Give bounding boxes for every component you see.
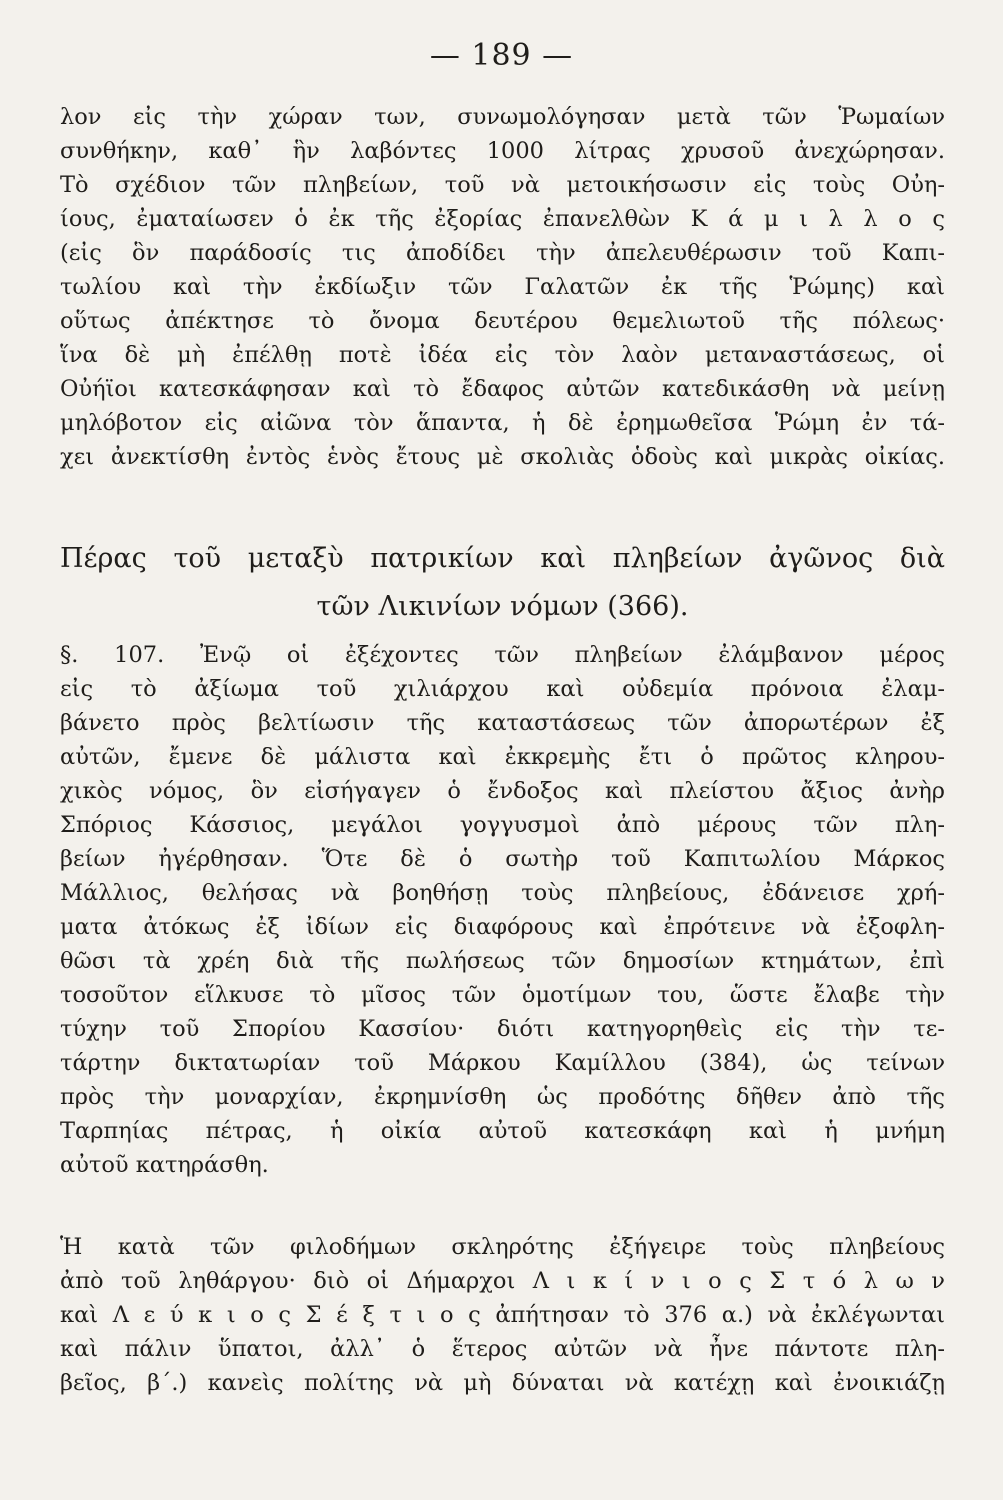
section-heading (60, 535, 945, 631)
text-line: Ἡ κατὰ τῶν φιλοδήμων σκληρότης ἐξήγειρε τοὺς πληβείους (60, 1234, 945, 1260)
paragraph-3 (60, 1230, 945, 1400)
page-number: — 189 — (429, 38, 574, 73)
text-line: τύχην τοῦ Σπορίου Κασσίου· διότι κατηγορηθεὶς εἰς τὴν τε- (60, 1016, 945, 1042)
text-line: ματα ἀτόκως ἐξ ἰδίων εἰς διαφόρους καὶ ἐπρότεινε νὰ ἐξοφλη- (60, 914, 945, 940)
text-line: αὐτοῦ κατηράσθη. (60, 1152, 269, 1178)
text-line: εἰς τὸ ἀξίωμα τοῦ χιλιάρχου καὶ οὐδεμία πρόνοια ἐλαμ- (60, 676, 945, 702)
text-line: Τὸ σχέδιον τῶν πληβείων, τοῦ νὰ μετοικήσωσιν εἰς τοὺς Οὐη- (60, 172, 945, 198)
text-line: τοσοῦτον εἵλκυσε τὸ μῖσος τῶν ὁμοτίμων του, ὥστε ἔλαβε τὴν (60, 982, 945, 1008)
text-line: θῶσι τὰ χρέη διὰ τῆς πωλήσεως τῶν δημοσίων κτημάτων, ἐπὶ (60, 948, 945, 974)
text-line: βείων ἠγέρθησαν. Ὅτε δὲ ὁ σωτὴρ τοῦ Καπιτωλίου Μάρκος (60, 846, 945, 872)
text-line: Μάλλιος, θελήσας νὰ βοηθήσῃ τοὺς πληβείους, ἐδάνεισε χρή- (60, 880, 945, 906)
text-line: §. 107. Ἐνῷ οἱ ἐξέχοντες τῶν πληβείων ἐλάμβανον μέρος (60, 642, 945, 668)
text-line: ἵνα δὲ μὴ ἐπέλθῃ ποτὲ ἰδέα εἰς τὸν λαὸν μεταναστάσεως, οἱ (60, 342, 945, 368)
text-line: τωλίου καὶ τὴν ἐκδίωξιν τῶν Γαλατῶν ἐκ τῆς Ῥώμης) καὶ (60, 274, 945, 300)
text-line: χικὸς νόμος, ὃν εἰσήγαγεν ὁ ἔνδοξος καὶ πλείστου ἄξιος ἀνὴρ (60, 778, 945, 804)
paragraph-1 (60, 100, 945, 474)
text-line: καὶ πάλιν ὕπατοι, ἀλλ᾽ ὁ ἕτερος αὐτῶν νὰ ἦνε πάντοτε πλη- (60, 1336, 945, 1362)
text-line: βάνετο πρὸς βελτίωσιν τῆς καταστάσεως τῶν ἀπορωτέρων ἐξ (60, 710, 945, 736)
text-line: βεῖος, β΄.) κανεὶς πολίτης νὰ μὴ δύναται νὰ κατέχῃ καὶ ἐνοικιάζῃ (60, 1370, 945, 1396)
text-line: αὐτῶν, ἔμενε δὲ μάλιστα καὶ ἐκκρεμὴς ἔτι ὁ πρῶτος κληρου- (60, 744, 945, 770)
text-line: καὶ Λ ε ύ κ ι ο ς Σ έ ξ τ ι ο ς ἀπήτησαν τὸ 376 α.) νὰ ἐκλέγωνται (60, 1302, 945, 1328)
text-line: Οὐήϊοι κατεσκάφησαν καὶ τὸ ἔδαφος αὐτῶν κατεδικάσθη νὰ μείνῃ (60, 376, 945, 402)
text-line: λον εἰς τὴν χώραν των, συνωμολόγησαν μετὰ τῶν Ῥωμαίων (60, 104, 945, 130)
text-line: συνθήκην, καθ᾽ ἣν λαβόντες 1000 λίτρας χρυσοῦ ἀνεχώρησαν. (60, 138, 945, 164)
paragraph-2 (60, 638, 945, 1182)
text-line: ίους, ἐματαίωσεν ὁ ἐκ τῆς ἐξορίας ἐπανελθὼν Κ ά μ ι λ λ ο ς (60, 206, 945, 232)
text-line: Ταρπηίας πέτρας, ἡ οἰκία αὐτοῦ κατεσκάφη καὶ ἡ μνήμη (60, 1118, 945, 1144)
text-line: μηλόβοτον εἰς αἰῶνα τὸν ἅπαντα, ἡ δὲ ἐρημωθεῖσα Ῥώμη ἐν τά- (60, 410, 945, 436)
text-line: ἀπὸ τοῦ ληθάργου· διὸ οἱ Δήμαρχοι Λ ι κ ί ν ι ο ς Σ τ ό λ ω ν (60, 1268, 945, 1294)
text-line: τάρτην δικτατωρίαν τοῦ Μάρκου Καμίλλου (384), ὡς τείνων (60, 1050, 945, 1076)
text-line: Σπόριος Κάσσιος, μεγάλοι γογγυσμοὶ ἀπὸ μέρους τῶν πλη- (60, 812, 945, 838)
text-line: χει ἀνεκτίσθη ἐντὸς ἑνὸς ἔτους μὲ σκολιὰς ὁδοὺς καὶ μικρὰς οἰκίας. (60, 444, 945, 470)
text-line: (εἰς ὃν παράδοσίς τις ἀποδίδει τὴν ἀπελευθέρωσιν τοῦ Καπι- (60, 240, 945, 266)
text-line: πρὸς τὴν μοναρχίαν, ἐκρημνίσθη ὡς προδότης δῆθεν ἀπὸ τῆς (60, 1084, 945, 1110)
section-heading-line-1: Πέρας τοῦ μεταξὺ πατρικίων καὶ πληβείων ἀγῶνος διὰ (60, 543, 945, 574)
section-heading-line-2: τῶν Λικινίων νόμων (366). (316, 591, 689, 622)
text-line: οὕτως ἀπέκτησε τὸ ὄνομα δευτέρου θεμελιωτοῦ τῆς πόλεως· (60, 308, 945, 334)
